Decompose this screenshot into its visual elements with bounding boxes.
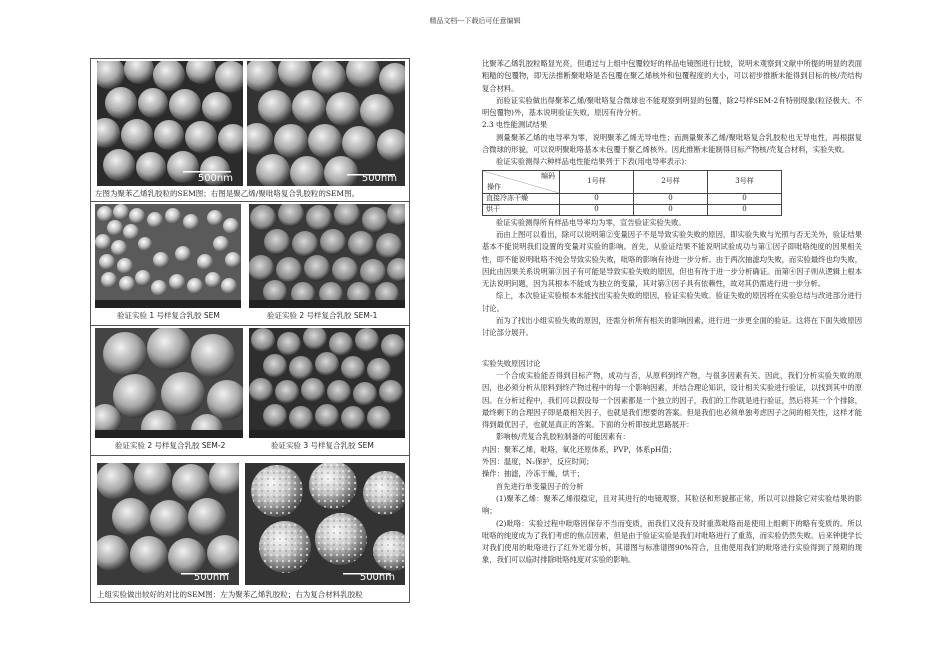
table-header: 1号样 [560, 170, 634, 193]
table-intro: 验证实验测得六种样品电性能结果列于下表(用电导率表示)： [496, 157, 692, 167]
sample1-caption: 验证实验 1 号样复合乳胶 SEM [117, 311, 220, 320]
sem-image-sample2-2 [95, 328, 243, 438]
table-header: 2号样 [634, 170, 708, 193]
paragraph: 比聚苯乙烯乳胶粒略显光亮，但通过与上组中包覆较好的样品电镜图进行比较，说明未观察到文献中所提的明显的表面粗糙的包覆物，即无法推断聚吡咯是否包覆在聚乙烯核外和包覆程度的大小，可以初步推断未能得到目标的核/壳结构复合材料。 [482, 59, 862, 93]
sem-image-sample1 [95, 204, 241, 308]
sem-image-polystyrene-2 [97, 463, 239, 585]
paragraph: (2)吡咯：实验过程中吡咯因保存不当而变质，而我们又没有及时重蒸吡咯而是使用上组剩下的略有变质的。所以吡咯的纯度成为了我们考虑的焦点因素，但是由于验证实验是我们对吡咯进行了重蒸，而实验仍然失败。后来钟捷学长对我们使用的吡咯进行了红外光谱分析，其谱图与标准谱图90%符合，且他使用我们的吡咯进行实验得到了预期的现象，我们可以临时排除吡咯纯度对实验的影响。 [482, 518, 862, 565]
figure-table [90, 58, 410, 603]
paragraph: 综上，本次验证实验根本未能找出实验失败的原因，验证实验失败。验证失败的原因将在实验总结与改进部分进行讨论。 [482, 291, 862, 313]
list-item: 内因：聚苯乙烯，吡咯，氧化还原体系，PVP，体系pH值； [482, 444, 676, 454]
text-column [482, 58, 862, 567]
figure-caption-bottom: 上组实验做出较好的对比的SEM图：左为聚苯乙烯乳胶粒；右为复合材料乳胶粒 [97, 590, 363, 599]
sem-image-composite-2 [245, 463, 405, 585]
table-row: 直接冷冻干燥 0 0 0 [483, 193, 782, 204]
section-heading-failure: 实验失败原因讨论 [482, 358, 541, 368]
table-corner: 编码 操作 [483, 170, 560, 193]
scale-label: 500nm [193, 572, 229, 583]
sem-image-sample3 [249, 328, 405, 438]
scale-label: 500nm [359, 572, 395, 583]
list-item: 外因：温度，N₂保护，反应时间； [482, 457, 594, 467]
section-heading-2-3: 2.3 电性能测试结果 [482, 120, 548, 130]
paragraph: 而由上图可以看出，除可以说明第②变量因子不是导致实验失败的原因，即实验失败与光照与否无关外，验证结果基本不能说明我们设置的变量对实验的影响。首先，从验证结果不能说明试验成功与第①因子即吡咯纯度的因果相关性，即不能说明吡咯不纯会导致实验失败，吡咯的影响有待进一步分析。由于两次抽滤均失败，而实验最终也均失败，因此由因果关系说明第③因子有可能是导致实验失败的原因，但也有待于进一步分析确证。而第④因子则从逻辑上根本无法说明问题，因为其根本不能成为独立的变量，其对第③因子具有依赖性，故对其仍需进行进一步分析。 [482, 229, 862, 289]
sem-image-sample2-1 [249, 204, 405, 308]
paragraph: 一个合成实验能否得到目标产物，成功与否，从原料到终产物，与很多因素有关。因此，我们分析实验失败的原因，也必须分析从原料到终产物过程中的每一个影响因素，并结合理论知识，设计相关实验进行验证，以找到其中的原因。在分析过程中，我们可以假设每一个因素都是一个独立的因子，我们的工作就是进行验证，然后将其一个个排除，最终剩下的合理因子即是最相关因子，也就是我们想要的答案。但是我们也必须单独考虑因子之间的相关性，这样才能得到最优因子，也就是真正的答案。下面的分析即按此思路展开： [482, 370, 862, 430]
paragraph: 测量聚苯乙烯的电导率为零，说明聚苯乙烯无导电性；而测量聚苯乙烯/聚吡咯复合乳胶粒也无导电性，再根据复合微球的形貌，可以说明聚吡咯基本未包覆于聚乙烯核外。因此推断未能制得目标产物核/壳复合材料，实验失败。 [482, 132, 862, 155]
table-header: 3号样 [708, 170, 782, 193]
list-item: 操作：抽滤，冷冻干燥，烘干； [482, 469, 585, 479]
figure-caption-1: 左图为聚苯乙烯乳胶粒的SEM图；右图是聚乙烯/聚吡咯复合乳胶粒的SEM图。 [95, 189, 360, 198]
sample2-2-caption: 验证实验 2 号样复合乳胶 SEM-2 [115, 441, 226, 450]
paragraph: (1)聚苯乙烯：聚苯乙烯很稳定，且对其进行的电镜观察，其粒径和形貌都正常，所以可以排除它对实验结果的影响； [482, 493, 862, 516]
paragraph: 而验证实验做出得聚苯乙烯/聚吡咯复合微球也不能观察到明显的包覆，除2号样SEM-2有特别现象(粒径极大、不明包覆物)外，基本说明验证失败，原因有待分析。 [482, 95, 862, 118]
conductivity-table [482, 170, 782, 216]
scale-label: 500nm [361, 173, 397, 184]
scale-label: 500nm [197, 173, 233, 184]
sample3-caption: 验证实验 3 号样复合乳胶 SEM [271, 441, 374, 450]
sem-image-polystyrene [97, 61, 243, 186]
sample2-1-caption: 验证实验 2 号样复合乳胶 SEM-1 [267, 311, 378, 320]
sem-image-composite [247, 61, 405, 186]
page-header: 精品文档---下载后可任意编辑 [429, 17, 521, 25]
paragraph: 首先进行单变量因子的分析 [496, 481, 584, 491]
paragraph: 影响核/壳复合乳胶粒制备的可能因素有： [496, 432, 630, 442]
table-row: 烘干 0 0 0 [483, 204, 782, 215]
paragraph: 验证实验测得所有样品电导率均为零，宣告验证实验失败。 [496, 217, 686, 227]
paragraph: 而为了找出小组实验失败的原因，还需分析所有相关的影响因素，进行进一步更全面的验证。这将在下面失败原因讨论部分展开。 [482, 316, 862, 338]
